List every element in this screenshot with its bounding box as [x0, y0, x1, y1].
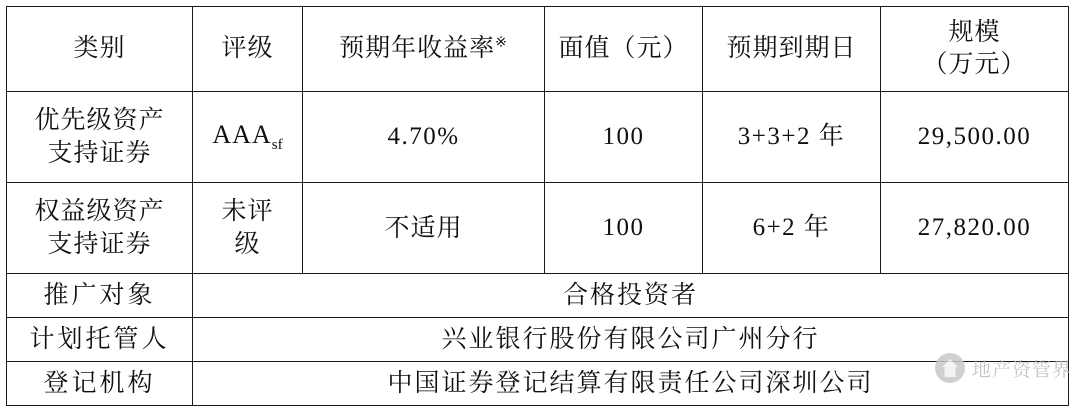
header-cell-face-value [545, 7, 703, 92]
header-label-face-value: 面值（元） [558, 35, 689, 62]
header-label-maturity: 预期到期日 [726, 35, 857, 62]
header-label-scale-line1: 规模 [948, 18, 1001, 46]
label-custodian: 计划托管人 [7, 318, 193, 362]
category-subordinate-line1: 权益级资产 [34, 198, 165, 225]
header-cell-rating [193, 7, 303, 92]
rating-senior-subscript: sf [271, 137, 283, 154]
header-label-category: 类别 [73, 35, 126, 62]
value-custodian: 兴业银行股份有限公司广州分行 [193, 318, 1069, 362]
table-row-registrar [7, 362, 1069, 406]
label-target-investors: 推广对象 [7, 274, 193, 318]
header-cell-scale [881, 7, 1069, 92]
header-cell-category [7, 7, 193, 92]
table-row [7, 92, 1069, 183]
cell-maturity-senior: 3+3+2 年 [703, 92, 881, 183]
category-senior-line2: 支持证券 [47, 140, 152, 167]
header-label-yield: 预期年收益率 [339, 35, 496, 62]
category-senior-line1: 优先级资产 [34, 107, 165, 134]
cell-category-senior [7, 92, 193, 183]
rating-senior-value: AAA [212, 120, 272, 150]
cell-scale-senior: 29,500.00 [881, 92, 1069, 183]
table-row-custodian [7, 318, 1069, 362]
table-row-target-investors [7, 274, 1069, 318]
cell-yield-senior: 4.70% [303, 92, 545, 183]
cell-yield-subordinate: 不适用 [303, 183, 545, 274]
rating-subordinate-line2: 级 [234, 231, 261, 258]
header-label-scale-line2: （万元） [922, 51, 1027, 78]
table-header-row [7, 7, 1069, 92]
cell-face-value-subordinate: 100 [545, 183, 703, 274]
cell-rating-senior [193, 92, 303, 183]
value-registrar: 中国证券登记结算有限责任公司深圳公司 [193, 362, 1069, 406]
cell-scale-subordinate: 27,820.00 [881, 183, 1069, 274]
header-cell-yield [303, 7, 545, 92]
header-label-rating: 评级 [221, 35, 274, 62]
cell-category-subordinate [7, 183, 193, 274]
cell-face-value-senior: 100 [545, 92, 703, 183]
header-cell-maturity [703, 7, 881, 92]
watermark-label: 地产资管界 [971, 359, 1072, 381]
label-registrar: 登记机构 [7, 362, 193, 406]
category-subordinate-line2: 支持证券 [47, 231, 152, 258]
rating-subordinate-line1: 未评 [221, 198, 274, 225]
securities-summary-table [6, 6, 1069, 406]
cell-rating-subordinate [193, 183, 303, 274]
value-target-investors: 合格投资者 [193, 274, 1069, 318]
cell-maturity-subordinate: 6+2 年 [703, 183, 881, 274]
table-row [7, 183, 1069, 274]
header-yield-footnote-mark: ※ [495, 35, 508, 51]
